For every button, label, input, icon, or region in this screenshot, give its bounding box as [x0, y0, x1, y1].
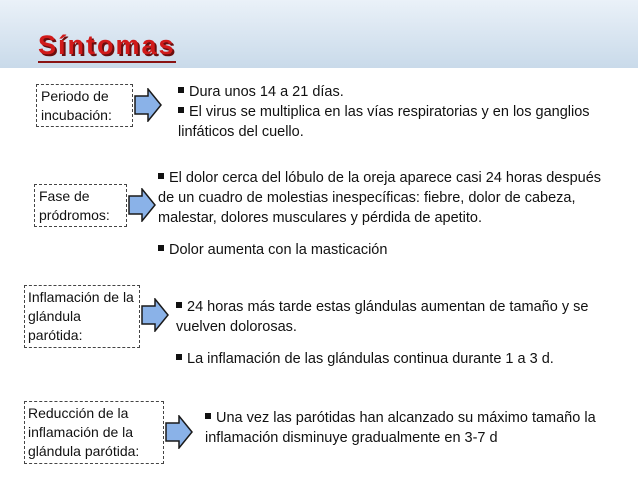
- label-inflamacion: Inflamación de la glándula parótida:: [28, 289, 134, 343]
- label-reduccion: Reducción de la inflamación de la glándula parótida:: [28, 405, 140, 459]
- bullet-item: El virus se multiplica en las vías respiratorias y en los ganglios linfáticos del cuello.: [178, 104, 590, 140]
- bullet-item: Una vez las parótidas han alcanzado su máximo tamaño la inflamación disminuye gradualmente en 3-7 d: [205, 410, 596, 446]
- bullet-list-reduccion: [205, 408, 610, 448]
- label-prodromos: Fase de pródromos:: [39, 188, 110, 223]
- bullet-item: La inflamación de las glándulas continua durante 1 a 3 d.: [176, 349, 616, 369]
- bullet-list-inflamacion: [176, 297, 616, 369]
- label-box-prodromos: [34, 184, 127, 227]
- arrow-icon: [128, 188, 156, 222]
- arrow-icon: [165, 415, 193, 449]
- arrow-icon: [134, 88, 162, 122]
- label-box-incubation: [36, 84, 133, 127]
- arrow-icon: [141, 298, 169, 332]
- bullet-item: 24 horas más tarde estas glándulas aumentan de tamaño y se vuelven dolorosas.: [176, 299, 589, 335]
- bullet-list-incubation: [178, 82, 598, 142]
- label-box-inflamacion: [24, 285, 140, 348]
- bullet-item: Dura unos 14 a 21 días.: [178, 82, 598, 102]
- bullet-item: El dolor cerca del lóbulo de la oreja aparece casi 24 horas después de un cuadro de molestias inespecíficas: fiebre, dolor de cabeza, malestar, dolores musculares y pérdida de apetito.: [158, 170, 602, 226]
- slide-title: Síntomas: [38, 30, 176, 63]
- label-box-reduccion: [24, 401, 164, 464]
- bullet-list-prodromos: [158, 168, 608, 260]
- label-incubation: Periodo de incubación:: [41, 88, 112, 123]
- bullet-item: Dolor aumenta con la masticación: [158, 240, 608, 260]
